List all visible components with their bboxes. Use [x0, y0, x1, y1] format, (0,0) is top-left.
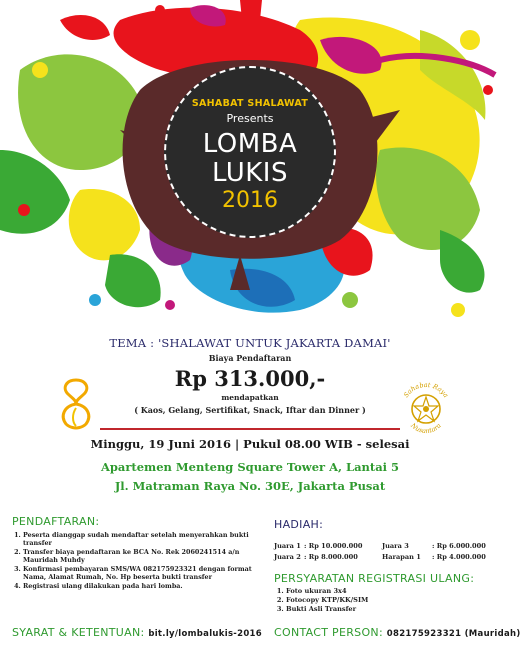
benefits-list: ( Kaos, Gelang, Sertifikat, Snack, Iftar dan Dinner ) [134, 405, 366, 415]
prizes-table [274, 542, 494, 564]
registration-heading: PENDAFTARAN: [12, 515, 100, 528]
contact-phone[interactable]: 082175923321 (Mauridah) [386, 629, 521, 639]
terms-heading: SYARAT & KETENTUAN: [12, 626, 145, 639]
contact-row [274, 626, 521, 639]
contact-heading: CONTACT PERSON: [274, 626, 383, 639]
list-item: 1. Foto ukuran 3x4 [286, 587, 486, 596]
prize-name: Juara 3 [382, 542, 409, 550]
prize-value: : Rp 8.000.000 [304, 553, 358, 561]
seal-bottom-text: Nusantara [409, 421, 443, 436]
table-row [274, 542, 494, 553]
seal-top-text: Sahabat Raya [401, 380, 451, 400]
prize-value: : Rp 6.000.000 [432, 542, 486, 550]
prize-value: : Rp 10.000.000 [304, 542, 363, 550]
prizes-heading: HADIAH: [274, 518, 324, 531]
registration-fee-label: Biaya Pendaftaran [208, 353, 292, 363]
terms-link[interactable]: bit.ly/lombalukis-2016 [148, 629, 262, 639]
reregistration-heading: PERSYARATAN REGISTRASI ULANG: [274, 572, 475, 585]
venue-line-1: Apartemen Menteng Square Tower A, Lantai 5 [100, 460, 400, 474]
includes-label: mendapatkan [221, 393, 279, 402]
reregistration-requirements [275, 587, 486, 614]
terms-row [12, 626, 262, 639]
list-item: 4. Registrasi ulang dilakukan pada hari lomba. [23, 582, 273, 590]
prize-name: Juara 2 [274, 553, 301, 561]
theme-text: TEMA : 'SHALAWAT UNTUK JAKARTA DAMAI' [109, 336, 391, 350]
list-item: 2. Fotocopy KTP/KK/SIM [286, 596, 486, 605]
event-title-line-1: LOMBA [202, 129, 298, 159]
event-year: 2016 [222, 188, 278, 213]
prize-name: Harapan 1 [382, 553, 421, 561]
prize-name: Juara 1 [274, 542, 301, 550]
list-item: 1. Peserta dianggap sudah mendaftar setelah menyerahkan bukti transfer [23, 531, 273, 547]
registration-fee-price: Rp 313.000,- [174, 366, 326, 391]
list-item: 2. Transfer biaya pendaftaran ke BCA No. Rek 2060241514 a/n Mauridah Muhdy [23, 548, 273, 564]
organizer-name: SAHABAT SHALAWAT [191, 98, 309, 109]
event-title-line-2: LUKIS [212, 158, 288, 188]
presents-label: Presents [226, 112, 274, 125]
venue-line-2: Jl. Matraman Raya No. 30E, Jakarta Pusat [114, 479, 386, 493]
organizer-logo [58, 378, 94, 430]
title-badge [164, 66, 336, 238]
list-item: 3. Bukti Asli Transfer [286, 605, 486, 614]
list-item: 3. Konfirmasi pembayaran SMS/WA 082175923321 dengan format Nama, Alamat Rumah, No. Hp beserta bukti transfer [23, 565, 273, 581]
red-divider [100, 428, 400, 430]
sahabat-raya-nusantara-seal [395, 378, 457, 440]
prize-value: : Rp 4.000.000 [432, 553, 486, 561]
registration-steps [12, 531, 273, 591]
event-date-time: Minggu, 19 Juni 2016 | Pukul 08.00 WIB - selesai [90, 437, 410, 451]
table-row [274, 553, 494, 564]
